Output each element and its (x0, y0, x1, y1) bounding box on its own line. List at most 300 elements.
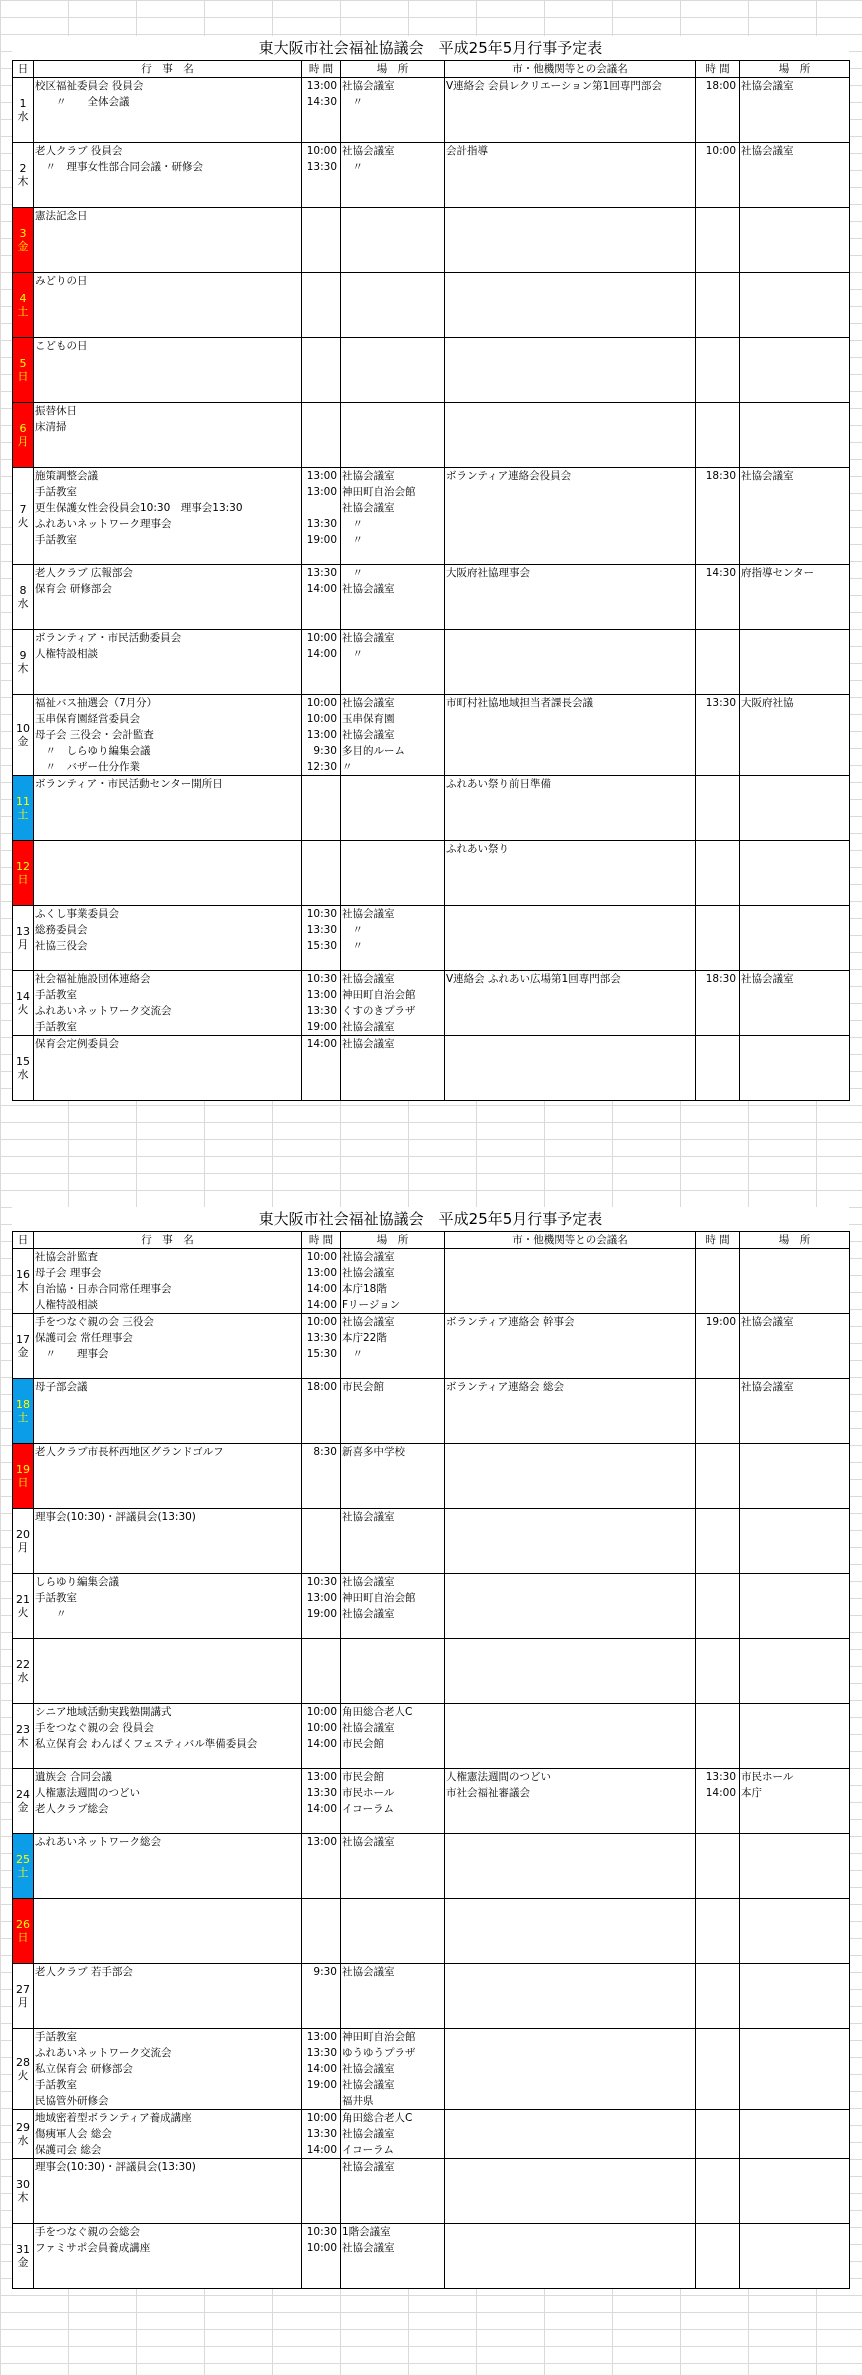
other-place-cell (740, 370, 850, 386)
place-cell (341, 857, 445, 873)
time-cell (302, 1817, 341, 1834)
other-time-cell (696, 1655, 740, 1671)
other-place-cell (740, 2224, 850, 2241)
other-event-cell (445, 1915, 696, 1931)
place-cell (341, 1492, 445, 1509)
place-cell (341, 1052, 445, 1068)
other-place-cell (740, 1460, 850, 1476)
event-cell: 施策調整会議 (34, 468, 302, 485)
other-place-cell (740, 273, 850, 290)
other-place-cell (740, 1850, 850, 1866)
other-time-cell (696, 159, 740, 175)
event-cell: 老人クラブ市長杯西地区グランドゴルフ (34, 1444, 302, 1461)
other-event-cell (445, 646, 696, 662)
other-place-cell (740, 1068, 850, 1084)
time-cell: 14:00 (302, 2142, 341, 2159)
other-event-cell (445, 1084, 696, 1101)
other-event-cell (445, 2012, 696, 2029)
other-time-cell (696, 338, 740, 355)
table-row (13, 1687, 850, 1704)
event-cell: ふくし事業委員会 (34, 906, 302, 923)
other-event-cell (445, 662, 696, 678)
place-cell: 〃 (341, 565, 445, 582)
other-event-cell (445, 2077, 696, 2093)
other-time-cell: 13:30 (696, 695, 740, 712)
table-row (13, 370, 850, 386)
place-cell: 市民会館 (341, 1769, 445, 1786)
other-time-cell (696, 1068, 740, 1084)
other-time-cell (696, 646, 740, 662)
event-cell: 私立保育会 研修部会 (34, 2061, 302, 2077)
table-row (13, 1671, 850, 1687)
other-place-cell (740, 419, 850, 435)
table-row (13, 1557, 850, 1574)
time-cell (302, 289, 341, 305)
other-event-cell (445, 1476, 696, 1492)
place-cell (341, 1817, 445, 1834)
sheet-title: 東大阪市社会福祉協議会 平成25年5月行事予定表 (12, 1207, 849, 1231)
time-cell (302, 1084, 341, 1101)
table-row (13, 1720, 850, 1736)
time-cell: 13:00 (302, 468, 341, 485)
place-cell (341, 305, 445, 321)
event-cell (34, 548, 302, 565)
event-cell (34, 1639, 302, 1656)
event-cell: 自治協・日赤合同常任理事会 (34, 1281, 302, 1297)
place-cell: 社協会議室 (341, 906, 445, 923)
other-place-cell (740, 1736, 850, 1752)
header-place: 場 所 (341, 1232, 445, 1249)
other-event-cell (445, 2029, 696, 2046)
other-event-cell (445, 2240, 696, 2256)
table-row (13, 1639, 850, 1656)
other-place-cell (740, 987, 850, 1003)
event-cell: 老人クラブ 役員会 (34, 143, 302, 160)
other-place-cell (740, 1882, 850, 1899)
time-cell (302, 2093, 341, 2110)
other-place-cell (740, 1084, 850, 1101)
other-event-cell (445, 240, 696, 256)
event-cell: 理事会(10:30)・評議員会(13:30) (34, 1509, 302, 1526)
other-event-cell (445, 110, 696, 126)
time-cell: 13:30 (302, 516, 341, 532)
schedule-table (12, 1231, 850, 2289)
table-row (13, 1395, 850, 1411)
time-cell: 14:30 (302, 94, 341, 110)
event-cell (34, 224, 302, 240)
other-place-cell (740, 289, 850, 305)
other-event-cell (445, 435, 696, 451)
table-row (13, 873, 850, 889)
time-cell: 13:30 (302, 1330, 341, 1346)
time-cell: 14:00 (302, 581, 341, 597)
place-cell: 福井県 (341, 2093, 445, 2110)
other-time-cell (696, 1492, 740, 1509)
other-event-cell (445, 987, 696, 1003)
other-event-cell (445, 1036, 696, 1053)
event-cell: 遺族会 合同会議 (34, 1769, 302, 1786)
other-place-cell (740, 630, 850, 647)
time-cell (302, 1996, 341, 2012)
time-cell (302, 1866, 341, 1882)
day-cell: 18 土 (13, 1379, 34, 1444)
other-event-cell (445, 678, 696, 695)
event-cell: 母子会 三役会・会計監査 (34, 727, 302, 743)
other-time-cell (696, 613, 740, 630)
place-cell: イコーラム (341, 2142, 445, 2159)
other-place-cell (740, 1557, 850, 1574)
table-row (13, 1606, 850, 1622)
table-row (13, 922, 850, 938)
event-cell: 社協会計監査 (34, 1249, 302, 1266)
place-cell: 〃 (341, 922, 445, 938)
other-event-cell (445, 2272, 696, 2289)
place-cell (341, 1947, 445, 1964)
event-cell (34, 1427, 302, 1444)
other-place-cell (740, 1052, 850, 1068)
time-cell (302, 1947, 341, 1964)
other-event-cell (445, 2191, 696, 2207)
other-place-cell (740, 662, 850, 678)
table-row (13, 110, 850, 126)
other-place-cell (740, 1036, 850, 1053)
table-row (13, 1850, 850, 1866)
other-place-cell (740, 1931, 850, 1947)
other-time-cell (696, 191, 740, 208)
event-cell: しらゆり編集会議 (34, 1574, 302, 1591)
other-place-cell (740, 776, 850, 793)
table-row (13, 484, 850, 500)
day-cell: 9 木 (13, 630, 34, 695)
place-cell (341, 1395, 445, 1411)
other-time-cell: 19:00 (696, 1314, 740, 1331)
event-cell: 母子会 理事会 (34, 1265, 302, 1281)
other-place-cell (740, 240, 850, 256)
place-cell: 市民会館 (341, 1736, 445, 1752)
other-time-cell (696, 792, 740, 808)
time-cell (302, 2159, 341, 2176)
other-time-cell (696, 240, 740, 256)
event-cell: 手話教室 (34, 532, 302, 548)
time-cell: 14:00 (302, 1736, 341, 1752)
other-time-cell (696, 175, 740, 191)
table-row (13, 1492, 850, 1509)
day-cell: 26 日 (13, 1899, 34, 1964)
other-time-cell (696, 1265, 740, 1281)
other-event-cell (445, 516, 696, 532)
other-event-cell (445, 484, 696, 500)
time-cell: 14:00 (302, 1801, 341, 1817)
table-row (13, 1265, 850, 1281)
place-cell: 1階会議室 (341, 2224, 445, 2241)
other-place-cell (740, 873, 850, 889)
time-cell (302, 824, 341, 841)
table-row (13, 2142, 850, 2159)
time-cell (302, 1525, 341, 1541)
other-place-cell (740, 2093, 850, 2110)
table-row (13, 678, 850, 695)
table-row (13, 1281, 850, 1297)
event-cell: 手話教室 (34, 2029, 302, 2046)
header-time: 時 間 (302, 61, 341, 78)
table-row (13, 613, 850, 630)
event-cell (34, 240, 302, 256)
place-cell (341, 873, 445, 889)
time-cell (302, 208, 341, 225)
time-cell (302, 1541, 341, 1557)
table-row (13, 78, 850, 95)
table-row (13, 403, 850, 420)
place-cell (341, 792, 445, 808)
event-cell (34, 2175, 302, 2191)
place-cell (341, 889, 445, 906)
other-place-cell (740, 857, 850, 873)
other-event-cell (445, 597, 696, 613)
other-time-cell (696, 1850, 740, 1866)
time-cell (302, 191, 341, 208)
other-place-cell (740, 548, 850, 565)
time-cell: 13:00 (302, 78, 341, 95)
table-row (13, 646, 850, 662)
other-event-cell (445, 938, 696, 954)
time-cell (302, 613, 341, 630)
place-cell: 社協会議室 (341, 727, 445, 743)
place-cell (341, 1639, 445, 1656)
other-time-cell (696, 841, 740, 858)
event-cell (34, 1541, 302, 1557)
other-place-cell (740, 1996, 850, 2012)
other-place-cell (740, 1834, 850, 1851)
other-time-cell (696, 1509, 740, 1526)
other-event-cell (445, 1411, 696, 1427)
place-cell (341, 824, 445, 841)
table-row (13, 321, 850, 338)
other-event-cell (445, 1019, 696, 1036)
other-event-cell (445, 2045, 696, 2061)
place-cell (341, 435, 445, 451)
table-row (13, 1052, 850, 1068)
place-cell (341, 1557, 445, 1574)
event-cell: ふれあいネットワーク理事会 (34, 516, 302, 532)
other-time-cell (696, 824, 740, 841)
place-cell (341, 208, 445, 225)
event-cell: 人権特設相談 (34, 646, 302, 662)
other-time-cell (696, 1084, 740, 1101)
other-place-cell (740, 938, 850, 954)
other-place-cell (740, 792, 850, 808)
time-cell: 18:00 (302, 1379, 341, 1396)
other-place-cell (740, 1655, 850, 1671)
other-place-cell (740, 175, 850, 191)
place-cell (341, 1980, 445, 1996)
other-event-cell (445, 273, 696, 290)
table-row (13, 1460, 850, 1476)
other-place-cell (740, 1444, 850, 1461)
other-event-cell: 人権憲法週間のつどい (445, 1769, 696, 1786)
place-cell (341, 1996, 445, 2012)
event-cell: ファミサポ会員養成講座 (34, 2240, 302, 2256)
other-place-cell (740, 1265, 850, 1281)
place-cell (341, 1687, 445, 1704)
place-cell: 神田町自治会館 (341, 1590, 445, 1606)
other-event-cell (445, 370, 696, 386)
other-time-cell (696, 2272, 740, 2289)
place-cell (341, 1460, 445, 1476)
day-cell: 28 火 (13, 2029, 34, 2110)
table-row (13, 1655, 850, 1671)
other-place-cell (740, 613, 850, 630)
other-place-cell (740, 1622, 850, 1639)
other-place-cell (740, 321, 850, 338)
place-cell (341, 419, 445, 435)
time-cell (302, 792, 341, 808)
other-time-cell (696, 532, 740, 548)
table-row (13, 354, 850, 370)
place-cell: 本庁22階 (341, 1330, 445, 1346)
other-event-cell (445, 548, 696, 565)
time-cell (302, 354, 341, 370)
time-cell (302, 1980, 341, 1996)
time-cell (302, 126, 341, 143)
other-event-cell (445, 1444, 696, 1461)
event-cell (34, 1996, 302, 2012)
other-time-cell (696, 711, 740, 727)
event-cell: 振替休日 (34, 403, 302, 420)
other-event-cell (445, 289, 696, 305)
other-place-cell: 大阪府社協 (740, 695, 850, 712)
other-time-cell (696, 581, 740, 597)
other-time-cell (696, 403, 740, 420)
place-cell (341, 954, 445, 971)
table-row (13, 1590, 850, 1606)
time-cell: 13:00 (302, 484, 341, 500)
place-cell: 神田町自治会館 (341, 484, 445, 500)
table-row (13, 1330, 850, 1346)
place-cell: 社協会議室 (341, 143, 445, 160)
place-cell: 社協会議室 (341, 2159, 445, 2176)
other-event-cell: ボランティア連絡会役員会 (445, 468, 696, 485)
time-cell (302, 1639, 341, 1656)
other-time-cell (696, 1606, 740, 1622)
place-cell (341, 126, 445, 143)
other-place-cell (740, 1281, 850, 1297)
table-row (13, 792, 850, 808)
other-place-cell (740, 597, 850, 613)
other-time-cell (696, 662, 740, 678)
other-time-cell (696, 1036, 740, 1053)
place-cell (341, 224, 445, 240)
event-cell (34, 175, 302, 191)
time-cell: 19:00 (302, 1606, 341, 1622)
event-cell (34, 1899, 302, 1916)
header-other-event: 市・他機関等との会議名 (445, 61, 696, 78)
event-cell (34, 1460, 302, 1476)
place-cell: 本庁18階 (341, 1281, 445, 1297)
other-time-cell (696, 873, 740, 889)
day-cell: 4 土 (13, 273, 34, 338)
place-cell: 社協会議室 (341, 500, 445, 516)
day-cell: 3 金 (13, 208, 34, 273)
other-time-cell (696, 1866, 740, 1882)
other-event-cell (445, 1606, 696, 1622)
other-place-cell (740, 126, 850, 143)
other-event-cell (445, 889, 696, 906)
event-cell: 保育会 研修部会 (34, 581, 302, 597)
event-cell (34, 1395, 302, 1411)
other-event-cell (445, 1817, 696, 1834)
other-place-cell (740, 906, 850, 923)
other-time-cell (696, 1752, 740, 1769)
other-time-cell (696, 2207, 740, 2224)
place-cell (341, 1622, 445, 1639)
time-cell (302, 2207, 341, 2224)
time-cell (302, 386, 341, 403)
other-time-cell (696, 2175, 740, 2191)
event-cell (34, 1411, 302, 1427)
other-place-cell (740, 1574, 850, 1591)
other-time-cell (696, 2191, 740, 2207)
table-row (13, 1996, 850, 2012)
other-event-cell (445, 2142, 696, 2159)
other-event-cell (445, 321, 696, 338)
other-time-cell (696, 500, 740, 516)
time-cell (302, 1899, 341, 1916)
event-cell: 母子部会議 (34, 1379, 302, 1396)
day-cell: 29 水 (13, 2110, 34, 2159)
table-row (13, 1899, 850, 1916)
day-cell: 31 金 (13, 2224, 34, 2289)
event-cell: 〃 理事女性部合同会議・研修会 (34, 159, 302, 175)
event-cell: 民協管外研修会 (34, 2093, 302, 2110)
table-row (13, 906, 850, 923)
place-cell (341, 354, 445, 370)
table-row (13, 1817, 850, 1834)
other-place-cell (740, 2110, 850, 2127)
place-cell (341, 256, 445, 273)
other-time-cell (696, 1019, 740, 1036)
header-row (13, 61, 850, 78)
time-cell: 10:00 (302, 1704, 341, 1721)
other-event-cell (445, 2224, 696, 2241)
other-time-cell (696, 906, 740, 923)
other-event-cell (445, 305, 696, 321)
place-cell (341, 370, 445, 386)
other-time-cell (696, 743, 740, 759)
table-row (13, 857, 850, 873)
time-cell (302, 1752, 341, 1769)
other-place-cell (740, 1019, 850, 1036)
time-cell (302, 857, 341, 873)
time-cell (302, 1411, 341, 1427)
other-place-cell (740, 2012, 850, 2029)
table-row (13, 1931, 850, 1947)
time-cell: 14:00 (302, 2061, 341, 2077)
other-place-cell (740, 1395, 850, 1411)
event-cell (34, 613, 302, 630)
other-time-cell (696, 1915, 740, 1931)
time-cell: 10:30 (302, 971, 341, 988)
time-cell: 13:30 (302, 565, 341, 582)
other-event-cell (445, 1525, 696, 1541)
time-cell: 13:30 (302, 159, 341, 175)
time-cell: 10:00 (302, 2240, 341, 2256)
other-time-cell (696, 1346, 740, 1362)
event-cell: 人権憲法週間のつどい (34, 1785, 302, 1801)
place-cell (341, 289, 445, 305)
place-cell: 〃 (341, 759, 445, 776)
sheet-title: 東大阪市社会福祉協議会 平成25年5月行事予定表 (12, 36, 849, 60)
place-cell (341, 1899, 445, 1916)
